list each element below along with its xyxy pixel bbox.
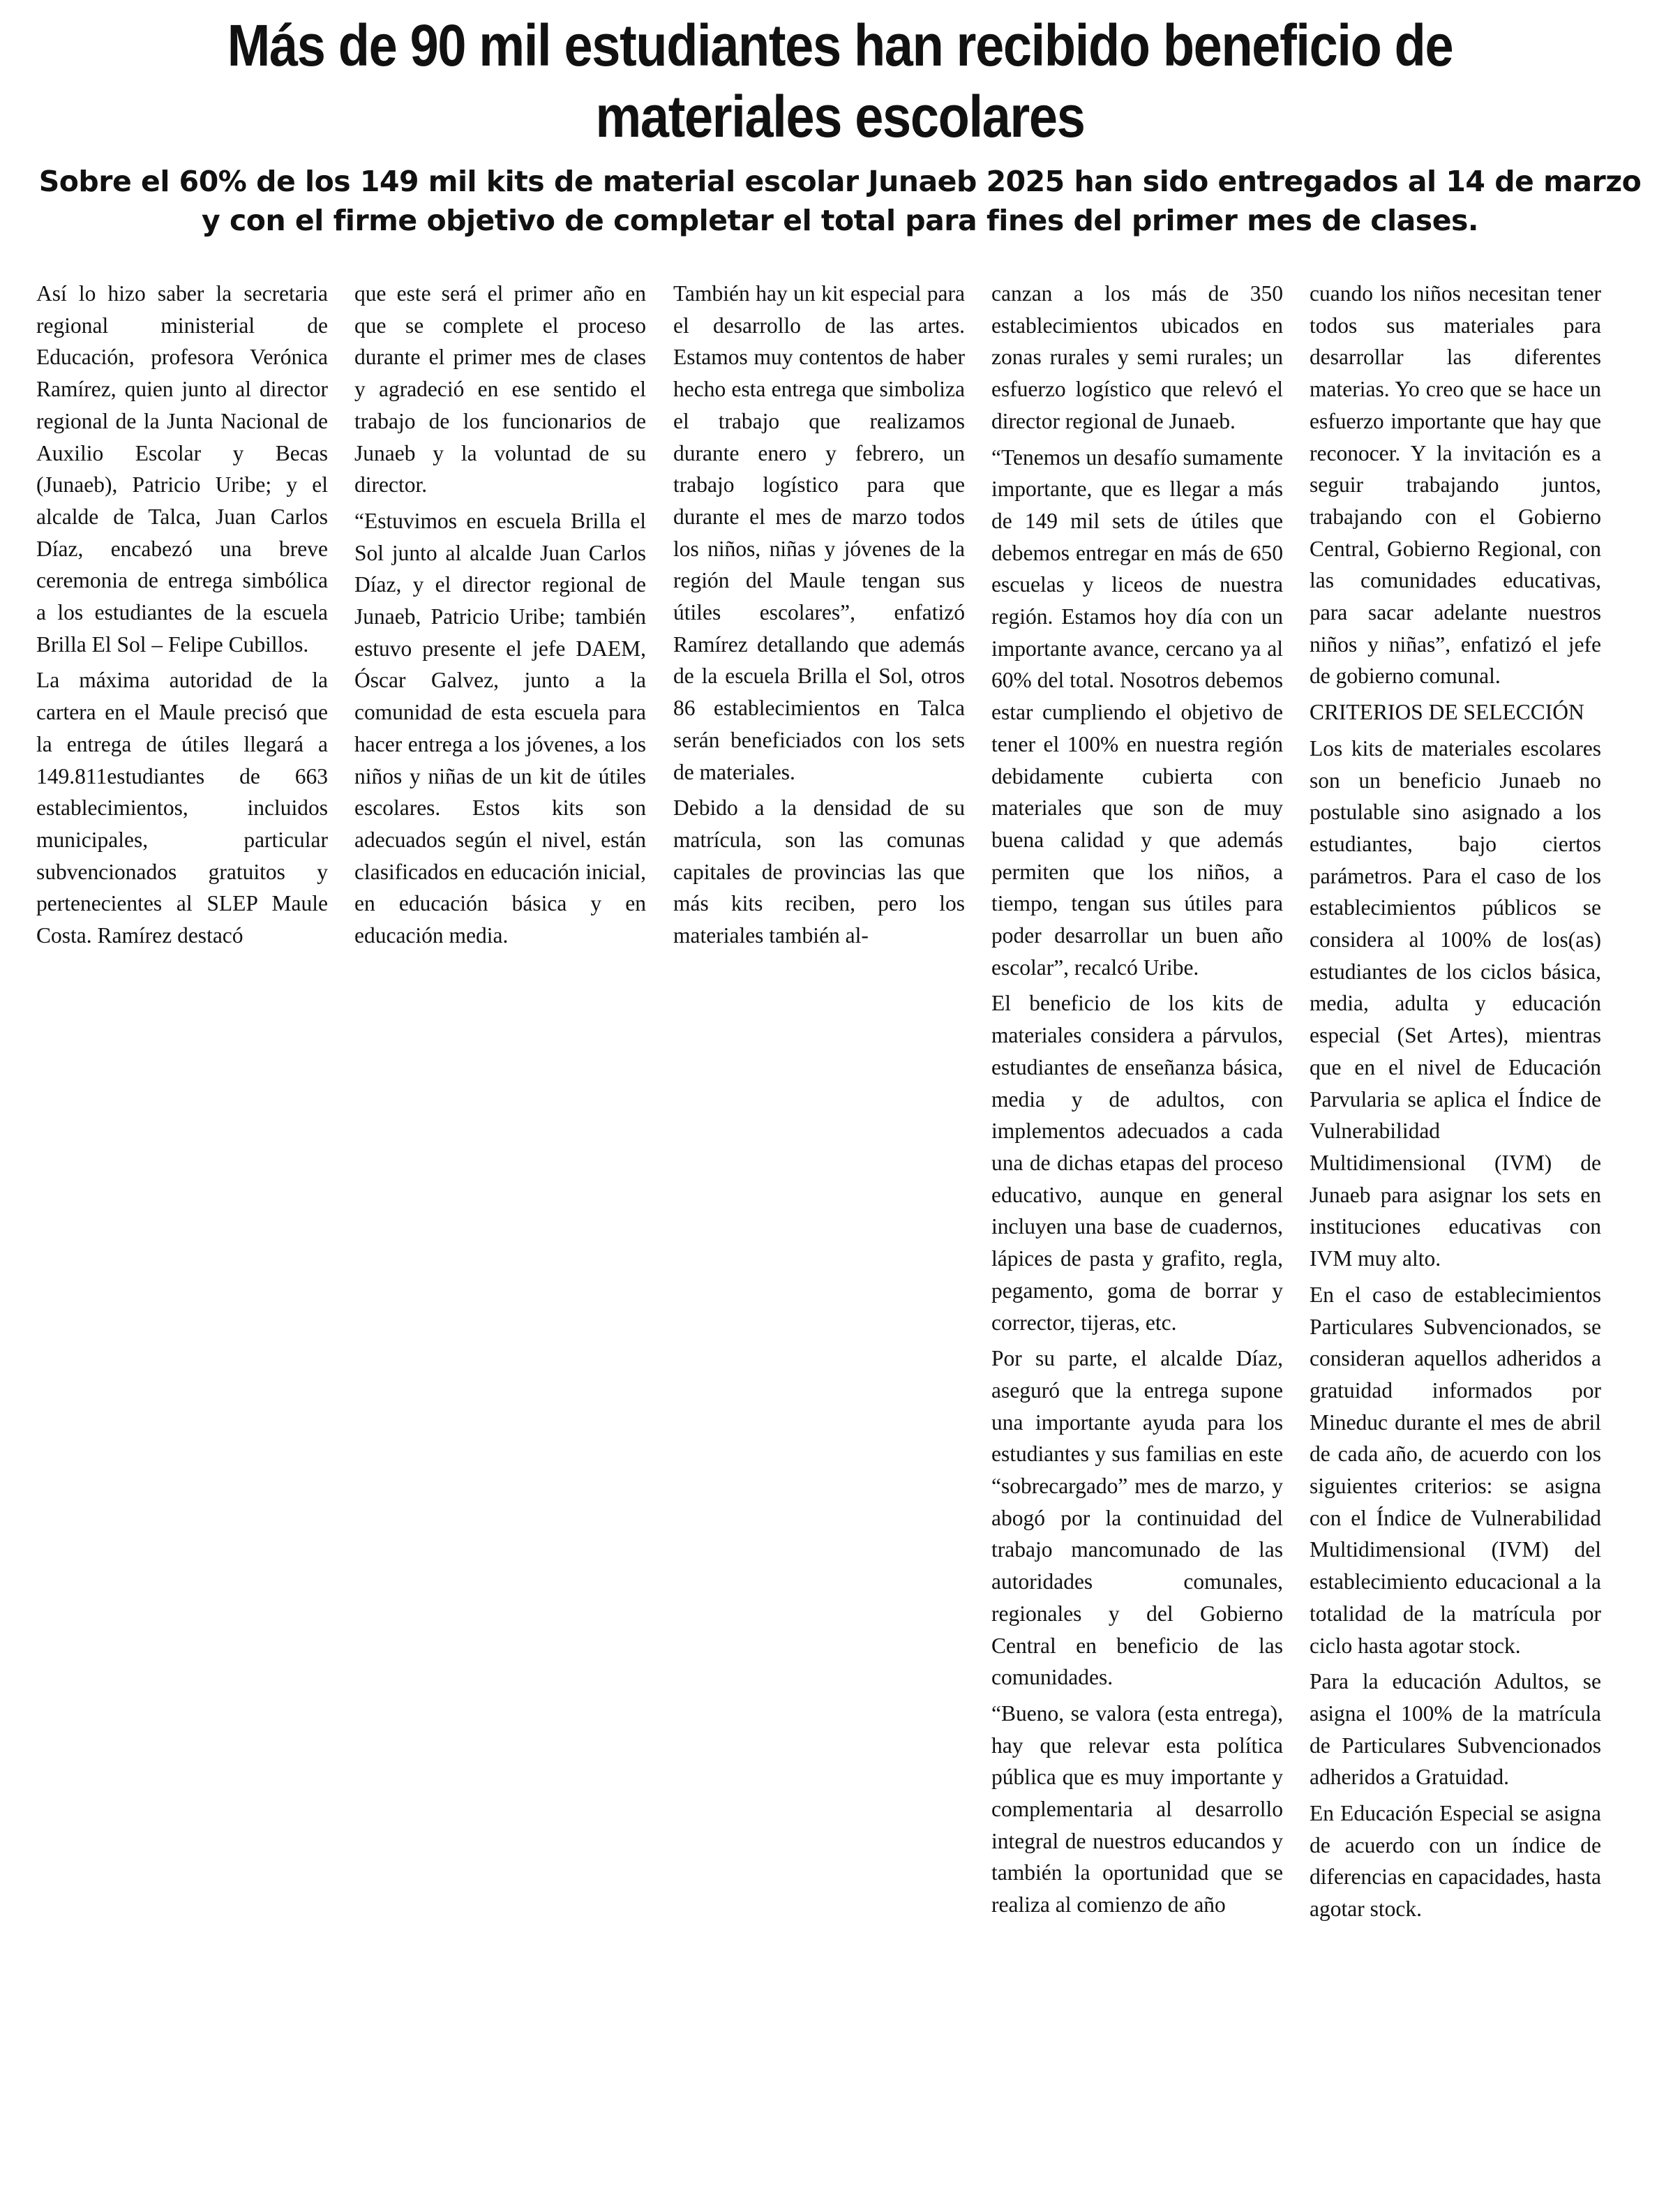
paragraph: En Educación Especial se asigna de acuerdo con un índice de diferencias en capacidades, hasta agotar stock. (1310, 1801, 1601, 1922)
paragraph: que este será el primer año en que se complete el proceso durante el primer mes de clases y agradeció en ese sentido el trabajo de los funcionarios de Junaeb y la voluntad de su director. (354, 281, 646, 498)
paragraph: La máxima autoridad de la cartera en el Maule precisó que la entrega de útiles llegará a 149.811estudiantes de 663 establecimientos, incluidos municipales, particular subvencionados gratuitos y pertenecientes al SLEP Maule Costa. Ramírez destacó (36, 668, 328, 948)
section-heading: CRITERIOS DE SELECCIÓN (1310, 700, 1584, 725)
paragraph: También hay un kit especial para el desarrollo de las artes. Estamos muy contentos de haber hecho esta entrega que simboliza el trabajo que realizamos durante enero y febrero, un trabajo logístico para que durante el mes de marzo todos los niños, niñas y jóvenes de la región del Maule tengan sus útiles escolares”, enfatizó Ramírez detallando que además de la escuela Brilla el Sol, otros 86 establecimientos en Talca serán beneficiados con los sets de materiales. (673, 281, 965, 784)
paragraph: Para la educación Adultos, se asigna el 100% de la matrícula de Particulares Subvencionados adheridos a Gratuidad. (1310, 1669, 1601, 1790)
article-column-1 (36, 278, 328, 956)
paragraph: Así lo hizo saber la secretaria regional ministerial de Educación, profesora Verónica Ramírez, quien junto al director regional de la Junta Nacional de Auxilio Escolar y Becas (Junaeb), Patricio Uribe; y el alcalde de Talca, Juan Carlos Díaz, encabezó una breve ceremonia de entrega simbólica a los estudiantes de la escuela Brilla El Sol – Felipe Cubillos. (36, 281, 328, 657)
paragraph: canzan a los más de 350 establecimientos ubicados en zonas rurales y semi rurales; un esfuerzo logístico que relevó el director regional de Junaeb. (991, 281, 1283, 433)
article-column-4 (991, 278, 1283, 1925)
paragraph: “Estuvimos en escuela Brilla el Sol junto al alcalde Juan Carlos Díaz, y el director regional de Junaeb, Patricio Uribe; también estuvo presente el jefe DAEM, Óscar Galvez, junto a la comunidad de esta escuela para hacer entrega a los jóvenes, a los niños y niñas de un kit de útiles escolares. Estos kits son adecuados según el nivel, están clasificados en educación inicial, en educación básica y en educación media. (354, 508, 646, 948)
paragraph: “Bueno, se valora (esta entrega), hay que relevar esta política pública que es muy importante y complementaria al desarrollo integral de nuestros educandos y también la oportunidad que se realiza al comienzo de año (991, 1700, 1283, 1917)
article-column-3 (673, 278, 965, 956)
paragraph: Por su parte, el alcalde Díaz, aseguró que la entrega supone una importante ayuda para los estudiantes y sus familias en este “sobrecargado” mes de marzo, y abogó por la continuidad del trabajo mancomunado de las autoridades comunales, regionales y del Gobierno Central en beneficio de las comunidades. (991, 1346, 1283, 1690)
paragraph: Debido a la densidad de su matrícula, son las comunas capitales de provincias las que más kits reciben, pero los materiales también al- (673, 795, 965, 948)
article-column-5 (1310, 278, 1601, 1929)
paragraph: En el caso de establecimientos Particulares Subvencionados, se consideran aquellos adheridos a gratuidad informados por Mineduc durante el mes de abril de cada año, de acuerdo con los siguientes criterios: se asigna con el Índice de Vulnerabilidad Multidimensional (IVM) del establecimiento educacional a la totalidad de la matrícula por ciclo hasta agotar stock. (1310, 1282, 1601, 1658)
headline: Más de 90 mil estudiantes han recibido beneficio de materiales escolares (227, 13, 1453, 149)
paragraph: cuando los niños necesitan tener todos sus materiales para desarrollar las diferentes materias. Yo creo que se hace un esfuerzo importante que hay que reconocer. Y la invitación es a seguir trabajando juntos, trabajando con el Gobierno Central, Gobierno Regional, con las comunidades educativas, para sacar adelante nuestros niños y niñas”, enfatizó el jefe de gobierno comunal. (1310, 281, 1601, 689)
paragraph: “Tenemos un desafío sumamente importante, que es llegar a más de 149 mil sets de útiles que debemos entregar en más de 650 escuelas y liceos de nuestra región. Estamos hoy día con un importante avance, cercano ya al 60% del total. Nosotros debemos estar cumpliendo el objetivo de tener el 100% en nuestra región debidamente cubierta con materiales que son de muy buena calidad y que además permiten que los niños, a tiempo, tengan sus útiles para poder desarrollar un buen año escolar”, recalcó Uribe. (991, 444, 1283, 980)
article-column-2 (354, 278, 646, 956)
paragraph: El beneficio de los kits de materiales considera a párvulos, estudiantes de enseñanza básica, media y de adultos, con implementos adecuados a cada una de dichas etapas del proceso educativo, aunque en general incluyen una base de cuadernos, lápices de pasta y grafito, regla, pegamento, goma de borrar y corrector, tijeras, etc. (991, 991, 1283, 1335)
subheadline: Sobre el 60% de los 149 mil kits de material escolar Junaeb 2025 han sido entregados al 14 de marzo y con el firme objetivo de completar el total para fines del primer mes de clases. (38, 165, 1642, 237)
paragraph: Los kits de materiales escolares son un beneficio Junaeb no postulable sino asignado a los estudiantes, bajo ciertos parámetros. Para el caso de los establecimientos públicos se considera al 100% de los(as) estudiantes de los ciclos básica, media, adulta y educación especial (Set Artes), mientras que en el nivel de Educación Parvularia se aplica el Índice de Vulnerabilidad Multidimensional (IVM) de Junaeb para asignar los sets en instituciones educativas con IVM muy alto. (1310, 735, 1601, 1271)
